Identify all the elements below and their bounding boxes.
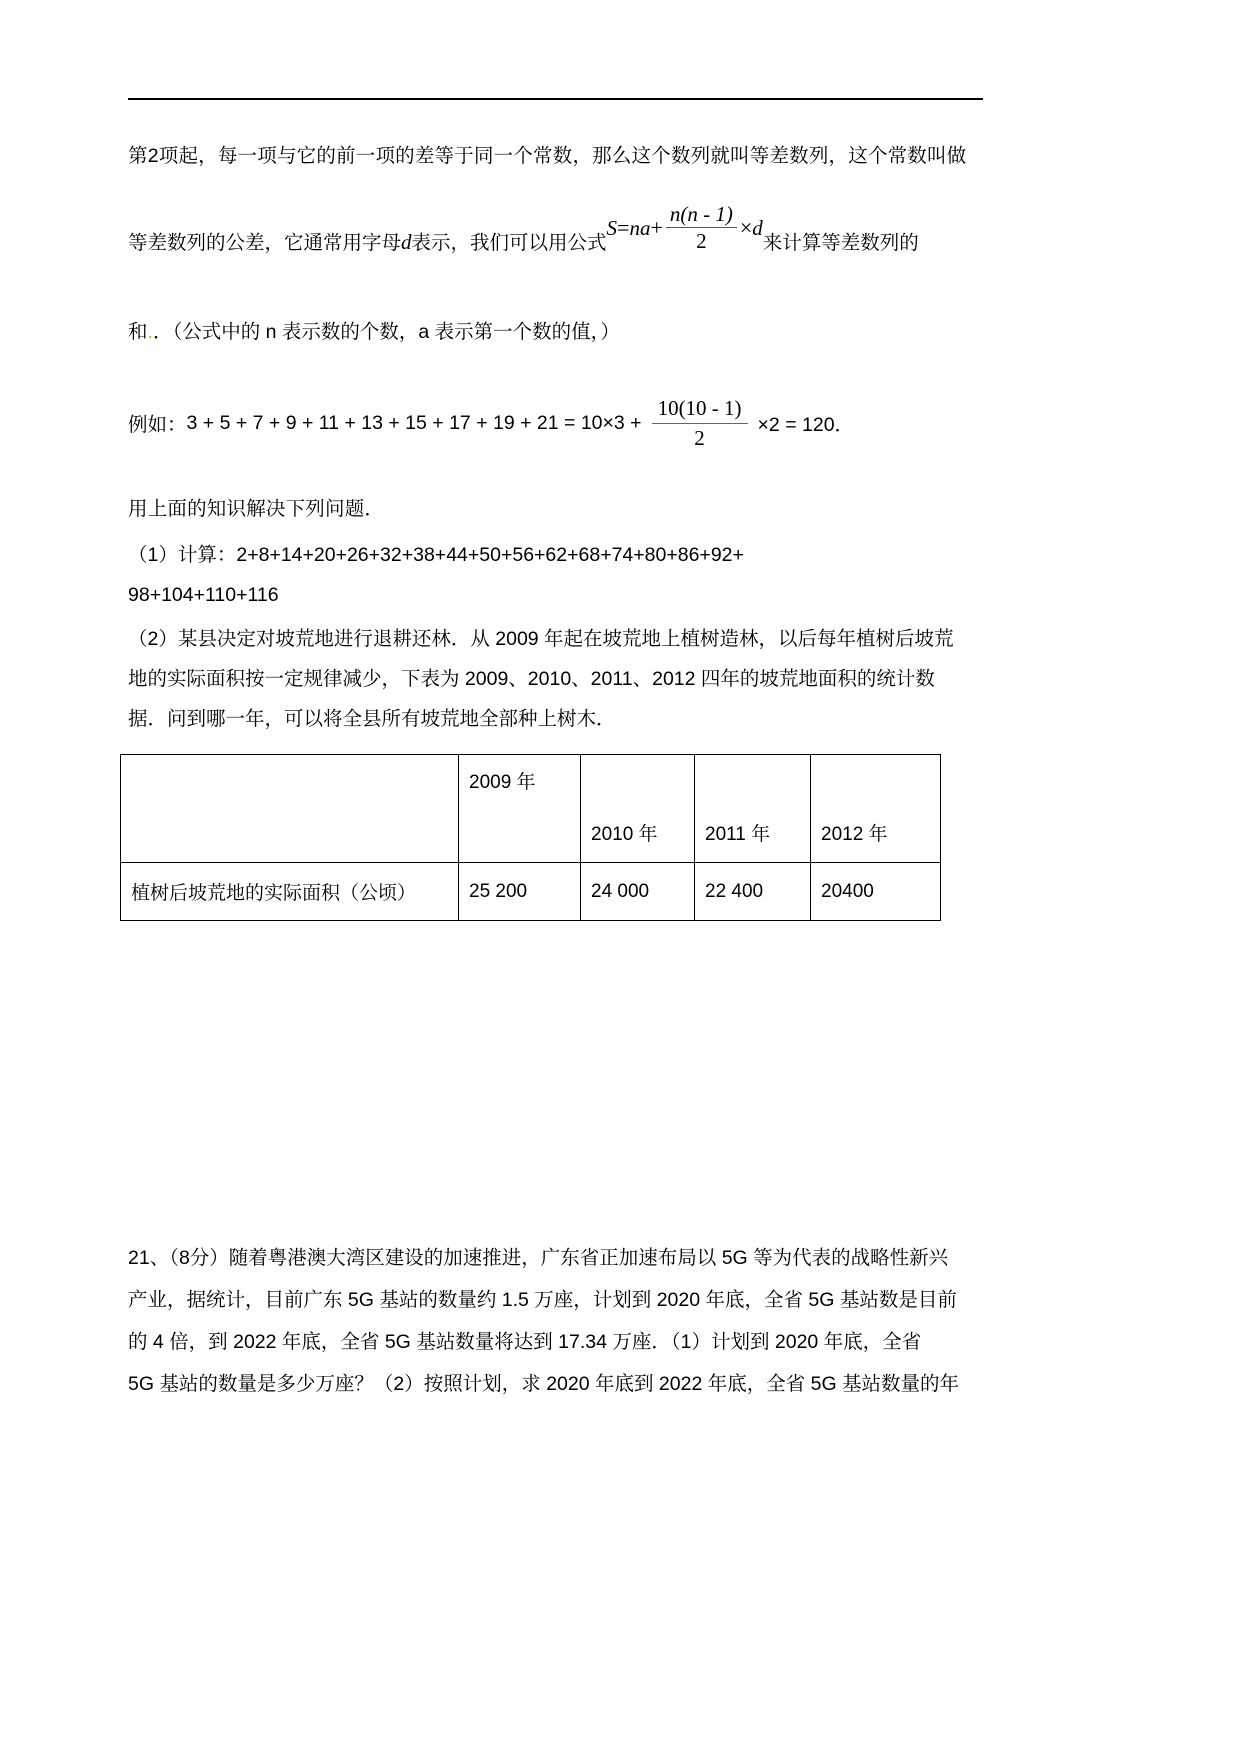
question-21-line-3: 的 4 倍，到 2022 年底，全省 5G 基站数量将达到 17.34 万座．（1）计划到 2020 年底，全省: [128, 1330, 922, 1353]
example-fraction-numerator: 10(10 - 1): [652, 396, 748, 424]
intro-line-3: [128, 303, 988, 362]
variable-d: d: [401, 230, 412, 255]
question-1: [128, 536, 988, 616]
table-header-cell-2012: 2012 年: [811, 755, 941, 863]
example-label: 例如：: [128, 414, 187, 437]
formula-lhs-S: S: [606, 216, 618, 241]
question-21-line-1: 21、（8分）随着粤港澳大湾区建设的加速推进，广东省正加速布局以 5G 等为代表的战略性新兴: [128, 1247, 949, 1269]
table-header-cell-2010: 2010 年: [581, 755, 695, 863]
question-21: [128, 1238, 988, 1406]
formula-plus: +: [650, 215, 663, 241]
header-divider-rule: [128, 98, 983, 100]
intro-line-1: 第2项起，每一项与它的前一项的差等于同一个常数，那么这个数列就叫等差数列，这个常数叫做: [128, 145, 967, 167]
formula-equals: =: [617, 215, 630, 241]
question-2-line-2: 地的实际面积按一定规律减少，下表为 2009、2010、2011、2012 四年的坡荒地面积的统计数: [128, 667, 935, 690]
slope-wasteland-area-table: [120, 754, 941, 921]
formula-fraction: [666, 202, 737, 254]
question-1-line-1: （1）计算：2+8+14+20+26+32+38+44+50+56+62+68+74+80+86+92+: [128, 543, 744, 566]
instruction-line: 用上面的知识解决下列问题．: [128, 497, 385, 520]
intro-line-2-text-before: 等差数列的公差，它通常用字母: [128, 232, 402, 255]
table-row-label: 植树后坡荒地的实际面积（公顷）: [121, 863, 459, 921]
sum-formula: [607, 195, 763, 261]
example-fraction-denominator: 2: [694, 425, 705, 450]
formula-fraction-numerator: n(n - 1): [666, 202, 737, 228]
intro-line-2-text-after: 来计算等差数列的: [762, 232, 919, 255]
example-expression-end: ×2 = 120．: [757, 414, 855, 437]
intro-line-2-text-mid: 表示，我们可以用公式: [411, 232, 607, 255]
table-header-cell-2009: 2009 年: [459, 755, 581, 863]
example-fraction: [652, 396, 748, 451]
question-1-line-2: 98+104+110+116: [128, 583, 279, 606]
intro-line-3-rest: ．（公式中的 n 表示数的个数，a 表示第一个数的值，）: [152, 321, 620, 344]
question-2-line-3: 据．问到哪一年，可以将全县所有坡荒地全部种上树木．: [128, 707, 616, 730]
table-row: [121, 863, 941, 921]
table-cell-2011-value: 22 400: [695, 863, 811, 921]
formula-term-na: na: [629, 216, 651, 241]
question-2-line-1: （2）某县决定对坡荒地进行退耕还林．从 2009 年起在坡荒地上植树造林，以后每年植树后坡荒: [128, 627, 954, 650]
table-header-cell-blank: [121, 755, 459, 863]
formula-factor-d: d: [752, 216, 763, 241]
table-cell-2012-value: 20400: [811, 863, 941, 921]
formula-fraction-denominator: 2: [696, 228, 707, 253]
highlight-mark-icon: .: [147, 321, 153, 344]
question-2: [128, 620, 988, 740]
formula-times-sign: ×: [739, 215, 753, 241]
table-header-row: [121, 755, 941, 863]
table-header-cell-2011: 2011 年: [695, 755, 811, 863]
question-21-line-2: 产业，据统计，目前广东 5G 基站的数量约 1.5 万座，计划到 2020 年底，全省 5G 基站数是目前: [128, 1288, 957, 1311]
intro-line-2: [128, 201, 988, 275]
intro-line-3-prefix: 和: [128, 321, 148, 344]
table-cell-2010-value: 24 000: [581, 863, 695, 921]
table-cell-2009-value: 25 200: [459, 863, 581, 921]
example-line: [128, 396, 988, 451]
main-content: [128, 138, 988, 740]
question-21-line-4: 5G 基站的数量是多少万座？（2）按照计划，求 2020 年底到 2022 年底，全省 5G 基站数量的年: [128, 1372, 960, 1395]
example-expression-start: 3 + 5 + 7 + 9 + 11 + 13 + 15 + 17 + 19 + 21 = 10×3 +: [186, 411, 642, 434]
